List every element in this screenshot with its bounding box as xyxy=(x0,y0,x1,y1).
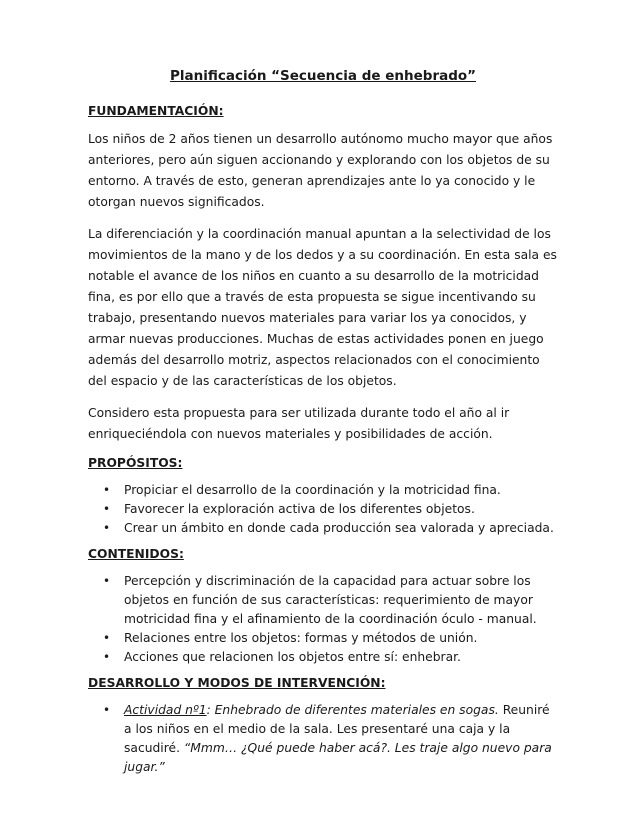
heading-fundamentacion: FUNDAMENTACIÓN: xyxy=(88,104,224,118)
activity-label: Actividad nº1 xyxy=(124,703,207,717)
list-item: • Relaciones entre los objetos: formas y métodos de unión. xyxy=(88,629,558,648)
bullet-icon: • xyxy=(103,502,111,516)
paragraph-fundamentacion-3: Considero esta propuesta para ser utilizada durante todo el año al ir enriqueciéndola con nuevos materiales y posibilidades de acción. xyxy=(88,406,510,441)
paragraph-fundamentacion-1: Los niños de 2 años tienen un desarrollo autónomo mucho mayor que años anteriores, pero aún siguen accionando y explorando con los objetos de su entorno. A través de esto, generan aprendizajes ante lo ya conocido y le otorgan nuevos significados. xyxy=(88,132,553,209)
activity-quote: “Mmm… ¿Qué puede haber acá?. Les traje algo nuevo para jugar.” xyxy=(124,741,552,774)
list-propositos xyxy=(88,481,558,538)
activity-title: : Enhebrado de diferentes materiales en sogas. xyxy=(206,703,499,717)
bullet-icon: • xyxy=(103,521,111,535)
list-item: • Propiciar el desarrollo de la coordinación y la motricidad fina. xyxy=(88,481,558,500)
list-item: • Crear un ámbito en donde cada producción sea valorada y apreciada. xyxy=(88,519,558,538)
list-item: • Percepción y discriminación de la capacidad para actuar sobre los objetos en función de sus características: requerimiento de mayor motricidad fina y el afinamiento de la coordinación óculo - manual. xyxy=(103,574,537,626)
paragraph-fundamentacion-2: La diferenciación y la coordinación manual apuntan a la selectividad de los movimientos de la mano y de los dedos y a su coordinación. En esta sala es notable el avance de los niños en cuanto a su desarrollo de la motricidad fina, es por ello que a través de esta propuesta se sigue incentivando su trabajo, presentando nuevos materiales para variar los ya conocidos, y armar nuevas producciones. Muchas de estas actividades ponen en juego además del desarrollo motriz, aspectos relacionados con el conocimiento del espacio y de las características de los objetos. xyxy=(88,227,557,388)
list-desarrollo xyxy=(88,701,558,777)
activity-text: Reuniré a los niños en el medio de la sala. Les presentaré una caja y la sacudiré. xyxy=(124,703,550,755)
bullet-icon: • xyxy=(103,703,111,717)
bullet-icon: • xyxy=(103,631,111,645)
list-contenidos xyxy=(88,572,558,667)
heading-propositos: PROPÓSITOS: xyxy=(88,456,183,470)
document-title: Planificación “Secuencia de enhebrado” xyxy=(169,68,477,84)
list-item: • Favorecer la exploración activa de los diferentes objetos. xyxy=(88,500,558,519)
heading-contenidos: CONTENIDOS: xyxy=(88,547,184,561)
bullet-icon: • xyxy=(103,650,111,664)
document-page xyxy=(88,68,558,786)
list-item xyxy=(88,701,558,777)
bullet-icon: • xyxy=(103,483,111,497)
bullet-icon: • xyxy=(103,574,111,588)
heading-desarrollo: DESARROLLO Y MODOS DE INTERVENCIÓN: xyxy=(88,676,386,690)
list-item: • Acciones que relacionen los objetos entre sí: enhebrar. xyxy=(88,648,558,667)
